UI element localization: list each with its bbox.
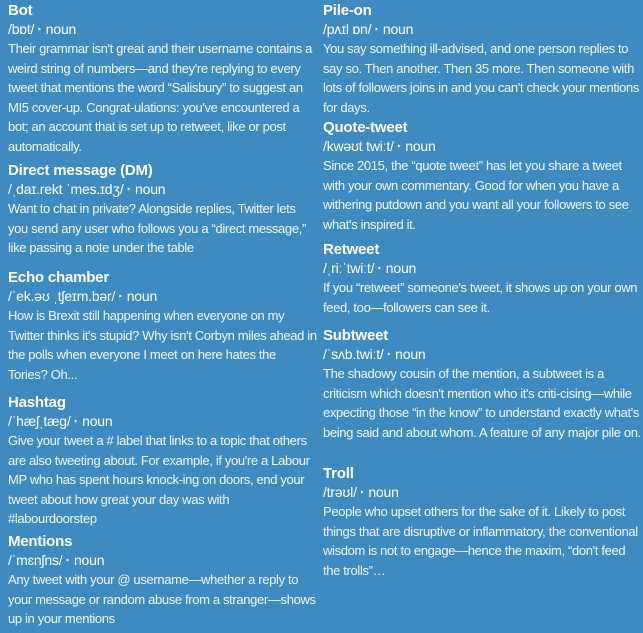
entry-pronunciation [323, 259, 641, 278]
entry-term: Echo chamber [8, 269, 109, 286]
entry-definition: If you “retweet” someone's tweet, it shows up on your own feed, too—followers can see it. [323, 280, 638, 315]
glossary-entry-retweet [323, 240, 641, 317]
glossary-entry-hashtag [8, 393, 318, 529]
part-of-speech: noun [382, 21, 414, 37]
entry-definition: You say something ill-advised, and one person replies to say so. Then another. Then 35 more. Then someone with lots of followers joins in and you can't check your mentions for days. [323, 41, 640, 115]
entry-pronunciation [323, 20, 641, 39]
triangle-marker-icon: ‣ [73, 417, 79, 426]
entry-definition: The shadowy cousin of the mention, a subtweet is a criticism which doesn't mention who it's criti-cising—while expecting those “in the know” to understand exactly what's being said and about whom. A feature of any major pile on. [323, 366, 641, 440]
entry-definition: Any tweet with your @ username—whether a reply to your message or random abuse from a stranger—shows up in your mentions [8, 572, 316, 626]
entry-pronunciation [8, 20, 318, 39]
triangle-marker-icon: ‣ [396, 142, 402, 151]
entry-pronunciation [8, 287, 318, 306]
entry-definition: Their grammar isn't great and their username contains a weird string of numbers—and they're replying to every tweet that mentions the word “Salisbury” to suggest an MI5 cover-up. Congrat-ulations: you've encountered a bot; an account that is set up to retweet, like or post automatically. [8, 41, 313, 154]
entry-definition: Want to chat in private? Alongside replies, Twitter lets you send any user who follows you a “direct message,” like passing a note under the table [8, 201, 306, 255]
entry-term: Hashtag [8, 394, 66, 411]
pronunciation-text: /kwəʊt twiːt/ [323, 138, 394, 154]
entry-term: Mentions [8, 533, 73, 550]
glossary-entry-subtweet [323, 326, 641, 442]
pronunciation-text: /ˈmɛnʃns/ [8, 552, 63, 568]
pronunciation-text: /pʌɪl ɒn/ [323, 21, 372, 37]
pronunciation-text: /ˈsʌb.twiːt/ [323, 346, 384, 362]
entry-pronunciation [323, 483, 641, 502]
pronunciation-text: /ˈhæʃˌtæg/ [8, 413, 71, 429]
entry-term: Subtweet [323, 327, 389, 344]
entry-term: Direct message (DM) [8, 162, 153, 179]
entry-term: Quote-tweet [323, 119, 408, 136]
entry-pronunciation [8, 180, 318, 199]
glossary-right-column [320, 0, 643, 633]
part-of-speech: noun [45, 21, 77, 37]
pronunciation-text: /ˌriːˈtwiːt/ [323, 260, 375, 276]
pronunciation-text: /bɒt/ [8, 21, 35, 37]
triangle-marker-icon: ‣ [374, 25, 379, 34]
entry-pronunciation [8, 412, 318, 431]
part-of-speech: noun [385, 260, 417, 276]
triangle-marker-icon: ‣ [359, 488, 365, 497]
part-of-speech: noun [135, 181, 166, 197]
entry-term: Bot [8, 2, 33, 19]
triangle-marker-icon: ‣ [65, 556, 70, 565]
entry-definition: Give your tweet a # label that links to a topic that others are also tweeting about. For example, if you're a Labour MP who has spent hours knock-ing on doors, end your tweet about how great your day was with #labourdoorstep [8, 433, 310, 526]
entry-pronunciation [323, 345, 641, 364]
glossary-entry-mentions [8, 532, 318, 629]
part-of-speech: noun [126, 288, 158, 304]
pronunciation-text: /ˈek.əʊ ˌtʃeɪm.bər/ [8, 288, 116, 304]
part-of-speech: noun [405, 138, 436, 154]
triangle-marker-icon: ‣ [377, 264, 382, 273]
triangle-marker-icon: ‣ [118, 292, 123, 301]
pronunciation-text: /trəʊl/ [323, 484, 357, 500]
part-of-speech: noun [82, 413, 113, 429]
glossary-entry-pile-on [323, 1, 641, 117]
entry-definition: Since 2015, the “quote tweet” has let you share a tweet with your own commentary. Good for when you have a withering putdown and you want all your followers to see what's inspired it. [323, 158, 629, 232]
triangle-marker-icon: ‣ [37, 25, 42, 34]
entry-term: Retweet [323, 241, 380, 258]
glossary-left-column [0, 0, 320, 633]
pronunciation-text: /ˌdaɪ.rekt ˈmes.ɪdʒ/ [8, 181, 124, 197]
glossary-entry-quote-tweet [323, 118, 641, 234]
glossary-entry-direct-message [8, 161, 318, 258]
glossary-entry-troll [323, 464, 641, 580]
glossary-entry-bot [8, 1, 318, 156]
entry-term: Pile-on [323, 2, 372, 19]
glossary-entry-echo-chamber [8, 268, 318, 384]
entry-pronunciation [323, 137, 641, 156]
part-of-speech: noun [73, 552, 105, 568]
triangle-marker-icon: ‣ [126, 185, 132, 194]
part-of-speech: noun [395, 346, 426, 362]
entry-pronunciation [8, 551, 318, 570]
entry-term: Troll [323, 465, 354, 482]
part-of-speech: noun [368, 484, 399, 500]
triangle-marker-icon: ‣ [386, 350, 392, 359]
entry-definition: How is Brexit still happening when everyone on my Twitter thinks it's stupid? Why isn't Corbyn miles ahead in the polls when everyone I meet on here hates the Tories? Oh... [8, 308, 317, 382]
entry-definition: People who upset others for the sake of it. Likely to post things that are disruptive or inflammatory, the conventional wisdom is not to engage—hence the maxim, “don't feed the trolls”… [323, 504, 638, 578]
